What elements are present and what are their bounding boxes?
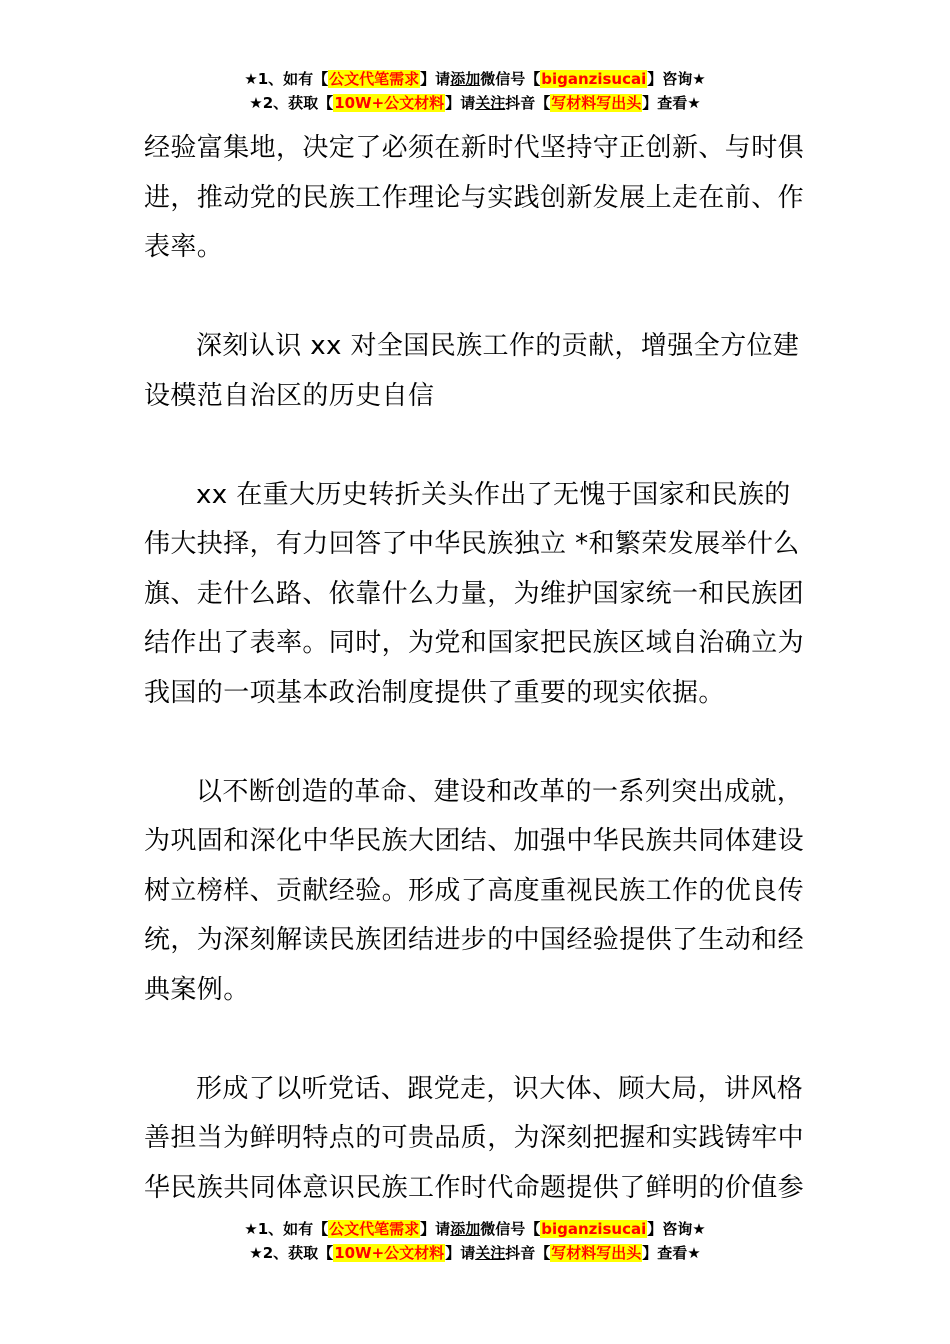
banner-emphasis: 添加 [450, 70, 481, 88]
banner-text: 】查看★ [642, 94, 701, 112]
banner-highlight: 写材料写出头 [551, 1244, 642, 1262]
header-banner [0, 67, 950, 115]
banner-text: 】查看★ [642, 1244, 701, 1262]
banner-text: 】咨询★ [647, 70, 706, 88]
banner-text: ★2、获取【 [249, 1244, 334, 1262]
banner-text: 微信号【 [480, 1220, 541, 1238]
banner-highlight: 公文代笔需求 [329, 70, 420, 88]
banner-line-1 [0, 67, 950, 91]
banner-text: 抖音【 [505, 1244, 551, 1262]
banner-text: 】咨询★ [647, 1220, 706, 1238]
banner-text: 】请 [445, 1244, 476, 1262]
banner-text: 微信号【 [480, 70, 541, 88]
document-body [144, 124, 808, 1213]
banner-line-1 [0, 1217, 950, 1241]
paragraph-continuation: 经验富集地，决定了必须在新时代坚持守正创新、与时俱进，推动党的民族工作理论与实践创新发展上走在前、作表率。 [144, 133, 805, 262]
banner-text: 】请 [445, 94, 476, 112]
section-heading: 深刻认识 xx 对全国民族工作的贡献，增强全方位建设模范自治区的历史自信 [144, 331, 800, 411]
banner-line-2 [0, 1241, 950, 1265]
banner-emphasis: 添加 [450, 1220, 481, 1238]
banner-highlight: 写材料写出头 [551, 94, 642, 112]
banner-text: 】请 [420, 1220, 451, 1238]
banner-highlight: biganzisucai [541, 70, 647, 88]
paragraph: 形成了以听党话、跟党走，识大体、顾大局，讲风格善担当为鲜明特点的可贵品质，为深刻把握和实践铸牢中华民族共同体意识民族工作时代命题提供了鲜明的价值参 [144, 1073, 805, 1203]
banner-highlight: 公文代笔需求 [329, 1220, 420, 1238]
banner-highlight: 10W+公文材料 [334, 1244, 445, 1262]
banner-text: ★1、如有【 [244, 1220, 329, 1238]
paragraph: xx 在重大历史转折关头作出了无愧于国家和民族的伟大抉择，有力回答了中华民族独立 *和繁荣发展举什么旗、走什么路、依靠什么力量，为维护国家统一和民族团结作出了表率。同时，为党和国家把民族区域自治确立为我国的一项基本政治制度提供了重要的现实依据。 [144, 479, 805, 708]
footer-banner [0, 1217, 950, 1265]
banner-highlight: biganzisucai [541, 1220, 647, 1238]
banner-emphasis: 关注 [475, 94, 506, 112]
banner-text: ★1、如有【 [244, 70, 329, 88]
paragraph: 以不断创造的革命、建设和改革的一系列突出成就，为巩固和深化中华民族大团结、加强中华民族共同体建设树立榜样、贡献经验。形成了高度重视民族工作的优良传统，为深刻解读民族团结进步的中国经验提供了生动和经典案例。 [144, 776, 805, 1005]
banner-line-2 [0, 91, 950, 115]
banner-text: 抖音【 [505, 94, 551, 112]
banner-highlight: 10W+公文材料 [334, 94, 445, 112]
banner-text: 】请 [420, 70, 451, 88]
banner-text: ★2、获取【 [249, 94, 334, 112]
banner-emphasis: 关注 [475, 1244, 506, 1262]
